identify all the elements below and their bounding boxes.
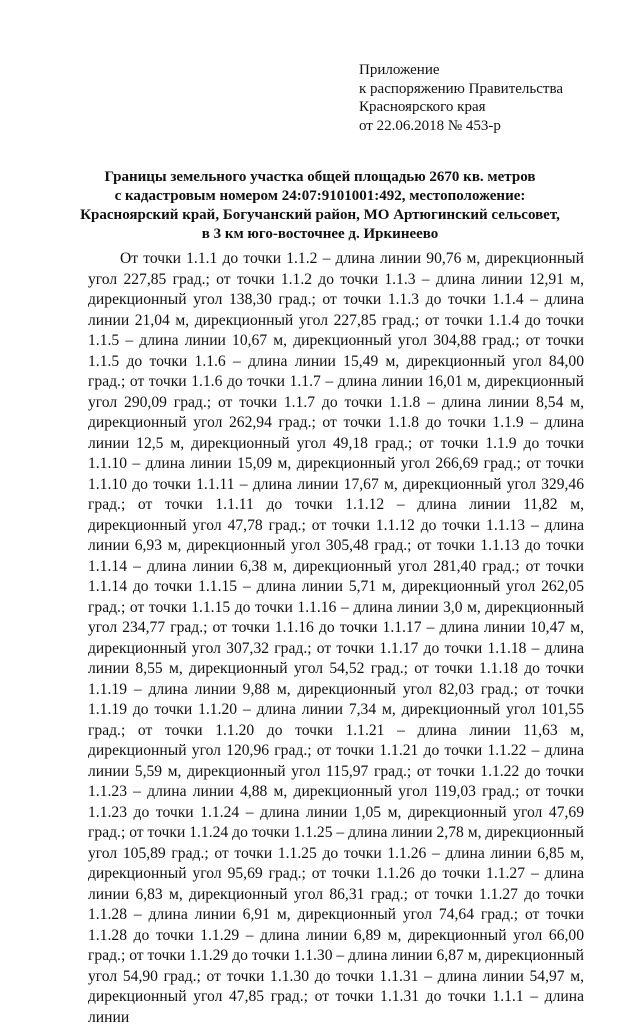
appendix-order-date-number: от 22.06.2018 № 453-р: [359, 117, 501, 134]
title-line-1: Границы земельного участка общей площадью 2670 кв. метров: [104, 169, 536, 185]
title-line-4: в 3 км юго-восточнее д. Иркинеево: [201, 226, 439, 242]
title-line-3: Красноярский край, Богучанский район, МО Артюгинский сельсовет,: [80, 207, 560, 223]
document-title: [60, 168, 580, 244]
appendix-label: Приложение: [359, 62, 440, 78]
title-line-2: с кадастровым номером 24:07:9101001:492, местоположение:: [114, 188, 526, 204]
appendix-region: Красноярского края: [359, 99, 486, 115]
appendix-order-reference: к распоряжению Правительства: [359, 80, 564, 97]
boundary-description-paragraph: От точки 1.1.1 до точки 1.1.2 – длина линии 90,76 м, дирекционный угол 227,85 град.; от точки 1.1.2 до точки 1.1.3 – длина линии 12,91 м, дирекционный угол 138,30 град.; от точки 1.1.3 до точки 1.1.4 – длина линии 21,04 м, дирекционный угол 227,85 град.; от точки 1.1.4 до точки 1.1.5 – длина линии 10,67 м, дирекционный угол 304,88 град.; от точки 1.1.5 до точки 1.1.6 – длина линии 15,49 м, дирекционный угол 84,00 град.; от точки 1.1.6 до точки 1.1.7 – длина линии 16,01 м, дирекционный угол 290,09 град.; от точки 1.1.7 до точки 1.1.8 – длина линии 8,54 м, дирекционный угол 262,94 град.; от точки 1.1.8 до точки 1.1.9 – длина линии 12,5 м, дирекционный угол 49,18 град.; от точки 1.1.9 до точки 1.1.10 – длина линии 15,09 м, дирекционный угол 266,69 град.; от точки 1.1.10 до точки 1.1.11 – длина линии 17,67 м, дирекционный угол 329,46 град.; от точки 1.1.11 до точки 1.1.12 – длина линии 11,82 м, дирекционный угол 47,78 град.; от точки 1.1.12 до точки 1.1.13 – длина линии 6,93 м, дирекционный угол 305,48 град.; от точки 1.1.13 до точки 1.1.14 – длина линии 6,38 м, дирекционный угол 281,40 град.; от точки 1.1.14 до точки 1.1.15 – длина линии 5,71 м, дирекционный угол 262,05 град.; от точки 1.1.15 до точки 1.1.16 – длина линии 3,0 м, дирекционный угол 234,77 град.; от точки 1.1.16 до точки 1.1.17 – длина линии 10,47 м, дирекционный угол 307,32 град.; от точки 1.1.17 до точки 1.1.18 – длина линии 8,55 м, дирекционный угол 54,52 град.; от точки 1.1.18 до точки 1.1.19 – длина линии 9,88 м, дирекционный угол 82,03 град.; от точки 1.1.19 до точки 1.1.20 – длина линии 7,34 м, дирекционный угол 101,55 град.; от точки 1.1.20 до точки 1.1.21 – длина линии 11,63 м, дирекционный угол 120,96 град.; от точки 1.1.21 до точки 1.1.22 – длина линии 5,59 м, дирекционный угол 115,97 град.; от точки 1.1.22 до точки 1.1.23 – длина линии 4,88 м, дирекционный угол 119,03 град.; от точки 1.1.23 до точки 1.1.24 – длина линии 1,05 м, дирекционный угол 47,69 град.; от точки 1.1.24 до точки 1.1.25 – длина линии 2,78 м, дирекционный угол 105,89 град.; от точки 1.1.25 до точки 1.1.26 – длина линии 6,85 м, дирекционный угол 95,69 град.; от точки 1.1.26 до точки 1.1.27 – длина линии 6,83 м, дирекционный угол 86,31 град.; от точки 1.1.27 до точки 1.1.28 – длина линии 6,91 м, дирекционный угол 74,64 град.; от точки 1.1.28 до точки 1.1.29 – длина линии 6,89 м, дирекционный угол 66,00 град.; от точки 1.1.29 до точки 1.1.30 – длина линии 6,87 м, дирекционный угол 54,90 град.; от точки 1.1.30 до точки 1.1.31 – длина линии 54,97 м, дирекционный угол 47,85 град.; от точки 1.1.31 до точки 1.1.1 – длина линии: [88, 250, 584, 1026]
appendix-header: [359, 61, 609, 135]
